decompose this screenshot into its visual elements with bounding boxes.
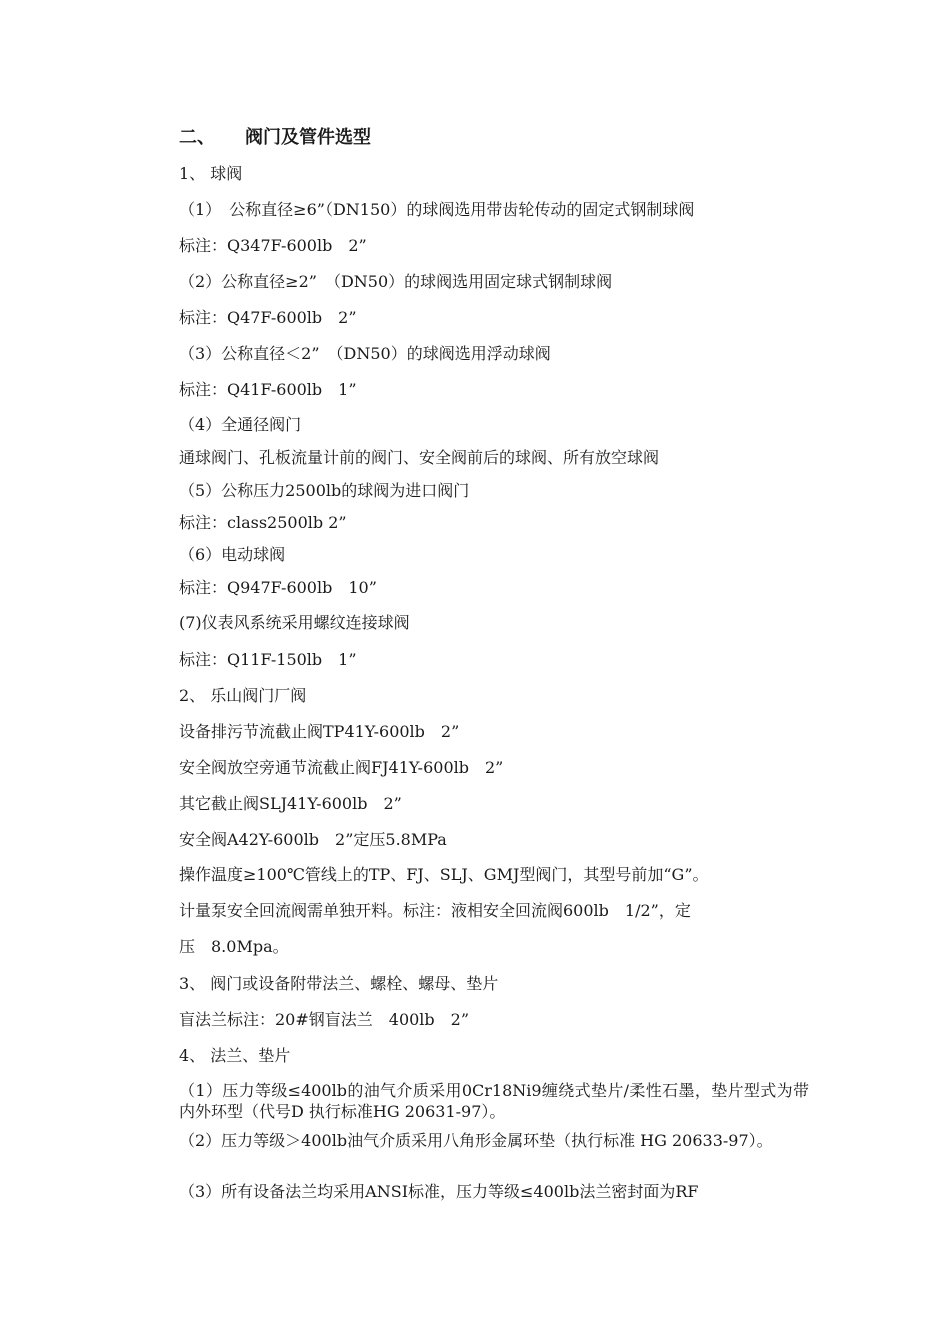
text-line: （1） 公称直径≥6”（DN150）的球阀选用带齿轮传动的固定式钢制球阀	[179, 200, 695, 219]
text-line: 设备排污节流截止阀TP41Y-600lb 2”	[179, 722, 460, 741]
text-line: 标注：Q347F-600lb 2”	[179, 236, 367, 255]
text-line: 安全阀放空旁通节流截止阀FJ41Y-600lb 2”	[179, 758, 504, 777]
paragraph: （2）压力等级＞400lb油气介质采用八角形金属环垫（执行标准 HG 20633-97）。	[179, 1131, 773, 1150]
subsection-flange-gasket: 4、 法兰、垫片	[179, 1046, 291, 1065]
text-line: （2）公称直径≥2” （DN50）的球阀选用固定球式钢制球阀	[179, 272, 613, 291]
text-line: 其它截止阀SLJ41Y-600lb 2”	[179, 794, 402, 813]
text-line: 标注：Q11F-150lb 1”	[179, 650, 357, 669]
text-line: 计量泵安全回流阀需单独开料。标注：液相安全回流阀600lb 1/2”，定	[179, 901, 691, 920]
section-number: 二、	[179, 127, 215, 148]
section-title: 阀门及管件选型	[245, 127, 371, 148]
text-line: 盲法兰标注：20#钢盲法兰 400lb 2”	[179, 1010, 470, 1029]
text-line: （5）公称压力2500lb的球阀为进口阀门	[179, 481, 470, 500]
text-line: 标注：class2500lb 2”	[179, 513, 347, 532]
paragraph: （3）所有设备法兰均采用ANSI标准，压力等级≤400lb法兰密封面为RF	[179, 1182, 699, 1201]
subsection-leshan-valve: 2、 乐山阀门厂阀	[179, 686, 307, 705]
text-line: (7)仪表风系统采用螺纹连接球阀	[179, 613, 410, 632]
text-line: （6）电动球阀	[179, 545, 286, 564]
paragraph: （1）压力等级≤400lb的油气介质采用0Cr18Ni9缠绕式垫片/柔性石墨，垫片型式为带内外环型（代号D 执行标准HG 20631-97）。	[179, 1081, 809, 1121]
text-line: 通球阀门、孔板流量计前的阀门、安全阀前后的球阀、所有放空球阀	[179, 448, 660, 467]
section-heading	[179, 128, 809, 148]
subsection-flange-bolts: 3、 阀门或设备附带法兰、螺栓、螺母、垫片	[179, 974, 499, 993]
text-line: （4）全通径阀门	[179, 415, 302, 434]
text-line: 操作温度≥100℃管线上的TP、FJ、SLJ、GMJ型阀门，其型号前加“G”。	[179, 865, 709, 884]
text-line: 标注：Q947F-600lb 10”	[179, 578, 377, 597]
subsection-ball-valve: 1、 球阀	[179, 164, 243, 183]
text-line: 标注：Q47F-600lb 2”	[179, 308, 357, 327]
text-line: 标注：Q41F-600lb 1”	[179, 380, 357, 399]
text-line: 安全阀A42Y-600lb 2”定压5.8MPa	[179, 830, 447, 849]
text-line: 压 8.0Mpa。	[179, 937, 289, 956]
text-line: （3）公称直径＜2” （DN50）的球阀选用浮动球阀	[179, 344, 551, 363]
